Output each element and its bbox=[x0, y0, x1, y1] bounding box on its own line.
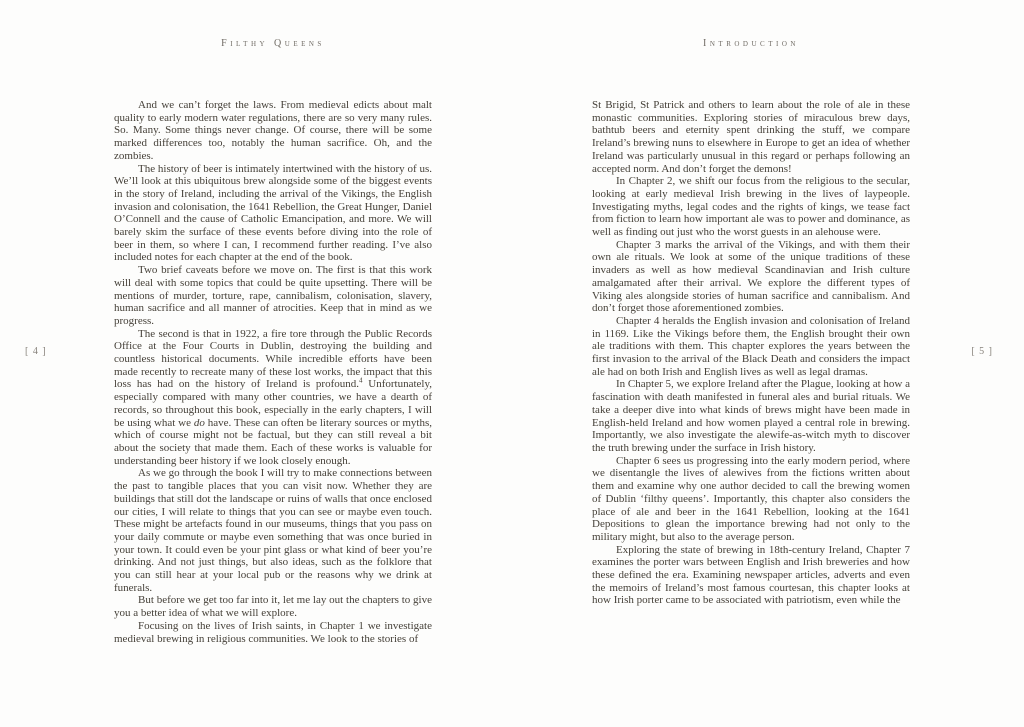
page-number-left: [ 4 ] bbox=[25, 346, 47, 357]
emphasized-text: do bbox=[193, 416, 205, 429]
footnote-marker: 4 bbox=[359, 376, 363, 385]
paragraph: In Chapter 2, we shift our focus from the religious to the secular, looking at early medieval Irish brewing in the lives of laypeople. Investigating myths, legal codes and the rights of kings, we tease fact from fiction to learn how important ale was to power and dominance, as well as finding out just who the worst guests in an alehouse were. bbox=[592, 175, 910, 239]
text-column-left bbox=[114, 99, 432, 645]
text-column-right bbox=[592, 99, 910, 607]
paragraph: The second is that in 1922, a fire tore through the Public Records Office at the Four Courts in Dublin, destroying the building and countless historical documents. While incredible efforts have been made recently to recreate many of these lost works, the impact that this loss has had on the history of Ireland is profound.$^4$ Unfortunately, especially compared with many other countries, we have a dearth of records, so throughout this book, especially in the early chapters, I will be using what we do have. These can often be literary sources or myths, which of course might not be factual, but they can still reveal a bit about the society that made them. Each of these works is valuable for understanding beer history if we look closely enough. bbox=[114, 327, 432, 467]
paragraph: Chapter 3 marks the arrival of the Vikings, and with them their own ale rituals. We look at some of the unique traditions of these invaders as well as how medieval Scandinavian and Irish culture amalgamated after their arrival. We explore the different types of Viking ales alongside stories of human sacrifice and cannibalism. And don’t forget those aforementioned zombies. bbox=[592, 238, 910, 315]
paragraph: And we can’t forget the laws. From medieval edicts about malt quality to early modern water regulations, there are so very many rules. So. Many. Some things never change. Of course, there will be some marked differences too, notably the human sacrifice. Oh, and the zombies. bbox=[114, 99, 432, 162]
paragraph: St Brigid, St Patrick and others to learn about the role of ale in these monastic communities. Exploring stories of miraculous brew days, bathtub beers and eternity spent drinking the stuff, we compare Ireland’s brewing nuns to elsewhere in Europe to get an idea of whether Ireland was particularly unusual in this regard or perhaps following an accepted norm. And don’t forget the demons! bbox=[592, 99, 910, 175]
paragraph: Chapter 4 heralds the English invasion and colonisation of Ireland in 1169. Like the Vikings before them, the English brought their own ale traditions with them. This chapter explores the years between the first invasion to the arrival of the Black Death and considers the impact ale had on both Irish and English lives as well as legal dramas. bbox=[592, 314, 910, 378]
paragraph: Exploring the state of brewing in 18th-century Ireland, Chapter 7 examines the porter wars between English and Irish breweries and how these defined the era. Examining newspaper articles, adverts and even the memoirs of Ireland’s most famous courtesan, this chapter looks at how Irish porter came to be associated with patriotism, even while the bbox=[592, 543, 910, 607]
paragraph: As we go through the book I will try to make connections between the past to tangible places that you can visit now. Whether they are buildings that still dot the landscape or ruins of walls that once enclosed our cities, I will relate to things that you can see or maybe even touch. These might be artefacts found in our museums, things that you pass on your daily commute or maybe even something that was once buried in your town. It could even be your pint glass or what kind of beer you’re drinking. And not just things, but also ideas, such as the folklore that you can still hear at your local pub or the reasons why we drink at funerals. bbox=[114, 467, 432, 594]
paragraph: In Chapter 5, we explore Ireland after the Plague, looking at how a fascination with death manifested in funeral ales and burial rituals. We take a deeper dive into what kinds of brews might have been made in English-held Ireland and how women played a central role in brewing. Importantly, we also investigate the alewife-as-witch myth to discover the truth brewing under the surface in Irish history. bbox=[592, 378, 910, 454]
running-head-right: Introduction bbox=[703, 38, 799, 49]
page-number-right: [ 5 ] bbox=[971, 346, 993, 357]
paragraph: Two brief caveats before we move on. The first is that this work will deal with some topics that could be quite upsetting. There will be mentions of murder, torture, rape, cannibalism, colonisation, slavery, human sacrifice and all manner of atrocities. Keep that in mind as we progress. bbox=[114, 264, 432, 327]
paragraph: Chapter 6 sees us progressing into the early modern period, where we disentangle the lives of alewives from the fictions written about them and examine why one author decided to call the brewing women of Dublin ‘filthy queens’. Importantly, this chapter also considers the place of ale and beer in the 1641 Rebellion, looking at the 1641 Depositions to glean the importance brewing had not only to the military might, but also to the average person. bbox=[592, 454, 910, 543]
paragraph: The history of beer is intimately intertwined with the history of us. We’ll look at this ubiquitous brew alongside some of the biggest events in the story of Ireland, including the arrival of the Vikings, the English invasion and colonisation, the 1641 Rebellion, the Great Hunger, Daniel O’Connell and the cause of Catholic Emancipation, and more. We will barely skim the surface of these events before diving into the role of beer in them, so where I can, I recommend further reading. I’ve also included notes for each chapter at the end of the book. bbox=[114, 162, 432, 264]
running-head-left: Filthy Queens bbox=[221, 38, 325, 49]
paragraph: Focusing on the lives of Irish saints, in Chapter 1 we investigate medieval brewing in religious communities. We look to the stories of bbox=[114, 619, 432, 645]
paragraph: But before we get too far into it, let me lay out the chapters to give you a better idea of what we will explore. bbox=[114, 594, 432, 620]
